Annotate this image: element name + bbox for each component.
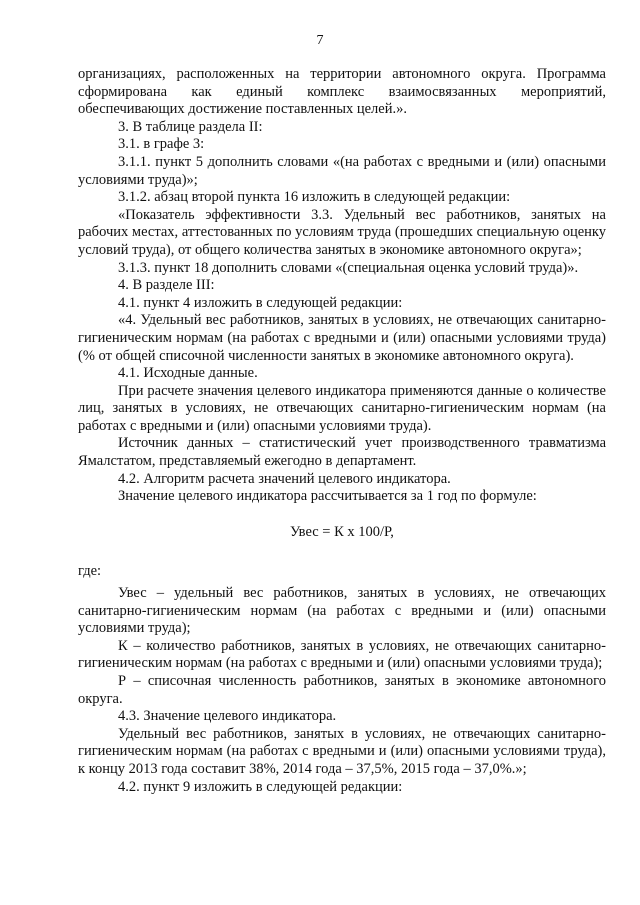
paragraph: «4. Удельный вес работников, занятых в условиях, не отвечающих санитарно-гигиеническим нормам (на работах с вредными и (или) опасными условиями труда) (% от общей списочной численности занятых в экономике автономного округа). xyxy=(78,312,606,364)
paragraph: организациях, расположенных на территории автономного округа. Программа сформирована как единый комплекс взаимосвязанных мероприятий, обеспечивающих достижение поставленных целей.». xyxy=(78,66,606,118)
paragraph: 3. В таблице раздела II: xyxy=(118,118,263,135)
formula: Увес = К х 100/Р, xyxy=(290,523,394,540)
paragraph: 3.1. в графе 3: xyxy=(118,136,205,153)
paragraph: 4.1. пункт 4 изложить в следующей редакции: xyxy=(118,294,403,311)
paragraph: Увес – удельный вес работников, занятых в условиях, не отвечающих санитарно-гигиеническим нормам (на работах с вредными и (или) опасными условиями труда); xyxy=(78,585,606,637)
document-body xyxy=(78,66,606,796)
paragraph: К – количество работников, занятых в условиях, не отвечающих санитарно-гигиеническим нормам (на работах с вредными и (или) опасными условиями труда); xyxy=(78,637,606,672)
paragraph: Р – списочная численность работников, занятых в экономике автономного округа. xyxy=(78,673,606,707)
paragraph: 4. В разделе III: xyxy=(118,277,215,294)
paragraph: «Показатель эффективности 3.3. Удельный вес работников, занятых на рабочих местах, аттестованных по условиям труда (прошедших специальную оценку условий труда), от общего количества занятых в экономике автономного округа»; xyxy=(78,206,606,258)
paragraph: Значение целевого индикатора рассчитывается за 1 год по формуле: xyxy=(118,488,537,505)
paragraph: Источник данных – статистический учет производственного травматизма Ямалстатом, представляемый ежегодно в департамент. xyxy=(78,435,606,470)
paragraph: 4.1. Исходные данные. xyxy=(118,365,258,382)
page-number: 7 xyxy=(316,33,324,48)
paragraph: При расчете значения целевого индикатора применяются данные о количестве лиц, занятых в условиях, не отвечающих санитарно-гигиеническим нормам (на работах с вредными и (или) опасными условиями труда). xyxy=(78,382,606,434)
paragraph: 4.3. Значение целевого индикатора. xyxy=(118,708,337,725)
paragraph: 3.1.2. абзац второй пункта 16 изложить в следующей редакции: xyxy=(118,189,511,206)
paragraph: 3.1.1. пункт 5 дополнить словами «(на работах с вредными и (или) опасными условиями труда)»; xyxy=(78,153,606,188)
paragraph: 4.2. пункт 9 изложить в следующей редакции: xyxy=(118,778,403,795)
paragraph: 3.1.3. пункт 18 дополнить словами «(специальная оценка условий труда)». xyxy=(118,259,579,276)
where-label: где: xyxy=(78,563,102,580)
paragraph: 4.2. Алгоритм расчета значений целевого индикатора. xyxy=(118,470,451,487)
paragraph: Удельный вес работников, занятых в условиях, не отвечающих санитарно-гигиеническим нормам (на работах с вредными и (или) опасными условиями труда), к концу 2013 года составит 38%, 2014 года – 37,5%, 2015 года – 37,0%.»; xyxy=(78,725,606,777)
